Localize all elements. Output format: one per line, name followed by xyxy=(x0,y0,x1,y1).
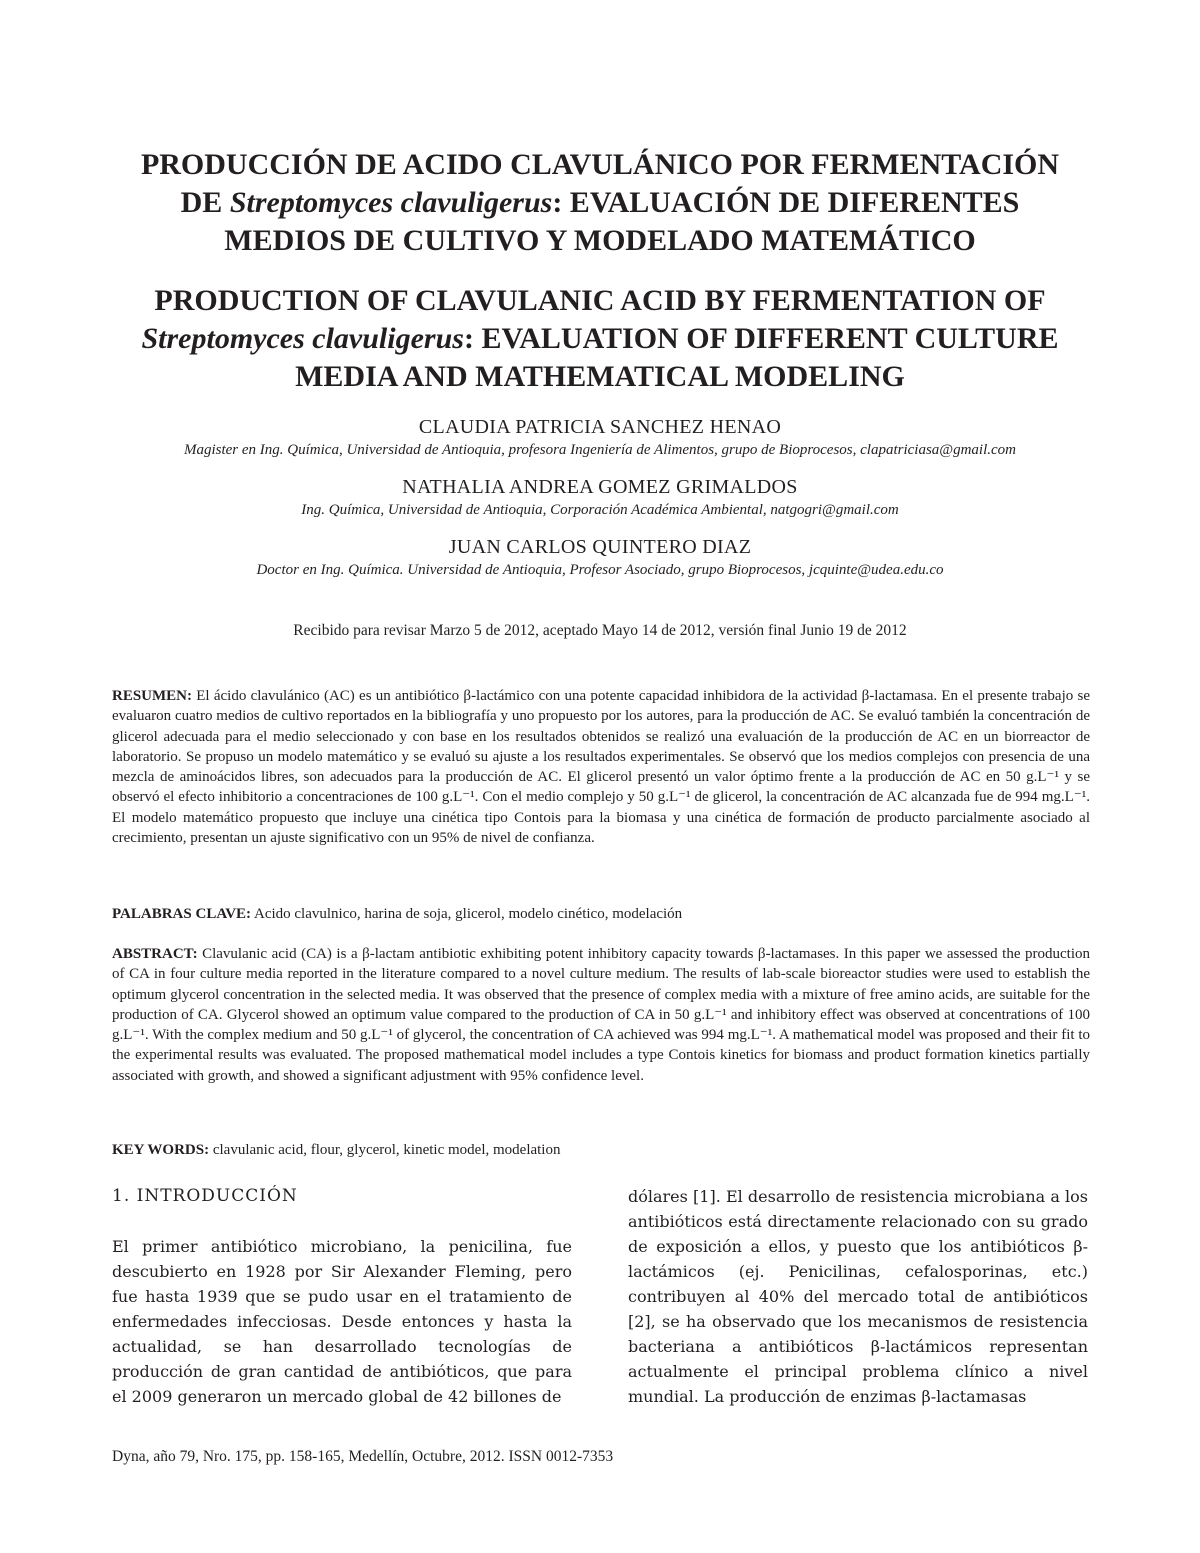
palabras-clave-paragraph xyxy=(112,904,1090,924)
resumen-label: RESUMEN: xyxy=(112,688,193,704)
author-affiliation: Magister en Ing. Química, Universidad de Antioquia, profesora Ingeniería de Alimentos, grupo de Bioprocesos, clapatriciasa@gmail.com xyxy=(183,442,1017,458)
author-affiliation: Doctor en Ing. Química. Universidad de Antioquia, Profesor Asociado, grupo Bioprocesos, jcquinte@udea.edu.co xyxy=(256,562,944,578)
author-list xyxy=(60,414,1140,594)
key-words-paragraph xyxy=(112,1140,1090,1160)
intro-right-column xyxy=(628,1184,1088,1409)
journal-footer: Dyna, año 79, Nro. 175, pp. 158-165, Medellín, Octubre, 2012. ISSN 0012-7353 xyxy=(112,1448,614,1465)
palabras-clave-label: PALABRAS CLAVE: xyxy=(112,906,252,922)
title-english xyxy=(100,282,1100,396)
title-en-species: Streptomyces clavuligerus xyxy=(141,322,464,355)
key-words-text: clavulanic acid, flour, glycerol, kinetic model, modelation xyxy=(209,1142,561,1158)
title-en-line-3: MEDIA AND MATHEMATICAL MODELING xyxy=(295,360,905,393)
abstract-label: ABSTRACT: xyxy=(112,946,198,962)
received-dates: Recibido para revisar Marzo 5 de 2012, aceptado Mayo 14 de 2012, versión final Junio 19 de 2012 xyxy=(293,622,907,639)
section-heading-introduccion: 1. INTRODUCCIÓN xyxy=(112,1186,298,1206)
title-es-line-2 xyxy=(100,184,1100,222)
title-es-species: Streptomyces clavuligerus xyxy=(229,186,553,219)
abstract-paragraph xyxy=(112,944,1090,1086)
title-es-line-1: PRODUCCIÓN DE ACIDO CLAVULÁNICO POR FERMENTACIÓN xyxy=(140,148,1060,181)
author-name: NATHALIA ANDREA GOMEZ GRIMALDOS xyxy=(402,476,798,498)
intro-left-column xyxy=(112,1184,572,1409)
title-es-line-2-pre: DE xyxy=(180,186,230,219)
title-en-line-2-post: : EVALUATION OF DIFFERENT CULTURE xyxy=(463,322,1059,355)
intro-right-text: dólares [1]. El desarrollo de resistencia microbiana a los antibióticos está directamente relacionado con su grado de exposición a ellos, y puesto que los antibióticos β-lactámicos (ej. Penicilinas, cefalosporinas, etc.) contribuyen al 40% del mercado total de antibióticos [2], se ha observado que los mecanismos de resistencia bacteriana a antibióticos β-lactámicos representan actualmente el principal problema clínico a nivel mundial. La producción de enzimas β-lactamasas xyxy=(628,1187,1088,1406)
title-es-line-3: MEDIOS DE CULTIVO Y MODELADO MATEMÁTICO xyxy=(224,224,976,257)
title-spanish xyxy=(100,146,1100,260)
abstract-text: Clavulanic acid (CA) is a β-lactam antibiotic exhibiting potent inhibitory capacity towards β-lactamases. In this paper we assessed the production of CA in four culture media reported in the literature compared to a novel culture medium. The results of lab-scale bioreactor studies were used to establish the optimum glycerol concentration in the selected media. It was observed that the presence of complex media with a mixture of free amino acids, are suitable for the production of CA. Glycerol showed an optimum value compared to the production of CA in 50 g.L⁻¹ and inhibitory effect was observed at concentrations of 100 g.L⁻¹. With the complex medium and 50 g.L⁻¹ of glycerol, the concentration of CA achieved was 994 mg.L⁻¹. A mathematical model was proposed and their fit to the experimental results was evaluated. The proposed mathematical model includes a type Contois kinetics for biomass and product formation kinetics partially associated with growth, and showed a significant adjustment with 95% confidence level. xyxy=(112,946,1090,1084)
key-words-label: KEY WORDS: xyxy=(112,1142,210,1158)
author-affiliation: Ing. Química, Universidad de Antioquia, Corporación Académica Ambiental, natgogri@gmail.com xyxy=(301,502,899,518)
author-name: JUAN CARLOS QUINTERO DIAZ xyxy=(448,536,752,558)
resumen-text: El ácido clavulánico (AC) es un antibiótico β-lactámico con una potente capacidad inhibidora de la actividad β-lactamasa. En el presente trabajo se evaluaron cuatro medios de cultivo reportados en la bibliografía y uno propuesto por los autores, para la producción de AC. Se evaluó también la concentración de glicerol adecuada para el medio seleccionado y con base en los resultados obtenidos se realizó una evaluación de la producción de AC en un biorreactor de laboratorio. Se propuso un modelo matemático y se evaluó su ajuste a los resultados experimentales. Se observó que los medios complejos con presencia de una mezcla de aminoácidos libres, son adecuados para la producción de AC. El glicerol presentó un valor óptimo frente a la producción de AC en 50 g.L⁻¹ y se observó el efecto inhibitorio a concentraciones de 100 g.L⁻¹. Con el medio complejo y 50 g.L⁻¹ de glicerol, la concentración de AC alcanzada fue de 994 mg.L⁻¹. El modelo matemático propuesto que incluye una cinética tipo Contois para la biomasa y una cinética de formación de producto parcialmente asociado al crecimiento, presentan un ajuste significativo con un 95% de nivel de confianza. xyxy=(112,688,1090,847)
title-en-line-2 xyxy=(100,320,1100,358)
intro-left-text: El primer antibiótico microbiano, la penicilina, fue descubierto en 1928 por Sir Alexander Fleming, pero fue hasta 1939 que se pudo usar en el tratamiento de enfermedades infecciosas. Desde entonces y hasta la actualidad, se han desarrollado tecnologías de producción de gran cantidad de antibióticos, que para el 2009 generaron un mercado global de 42 billones de xyxy=(112,1237,572,1406)
title-en-line-1: PRODUCTION OF CLAVULANIC ACID BY FERMENTATION OF xyxy=(154,284,1046,317)
title-es-line-2-post: : EVALUACIÓN DE DIFERENTES xyxy=(552,186,1020,219)
author-name: CLAUDIA PATRICIA SANCHEZ HENAO xyxy=(418,416,782,438)
resumen-paragraph xyxy=(112,686,1090,848)
palabras-clave-text: Acido clavulnico, harina de soja, glicerol, modelo cinético, modelación xyxy=(251,906,683,922)
